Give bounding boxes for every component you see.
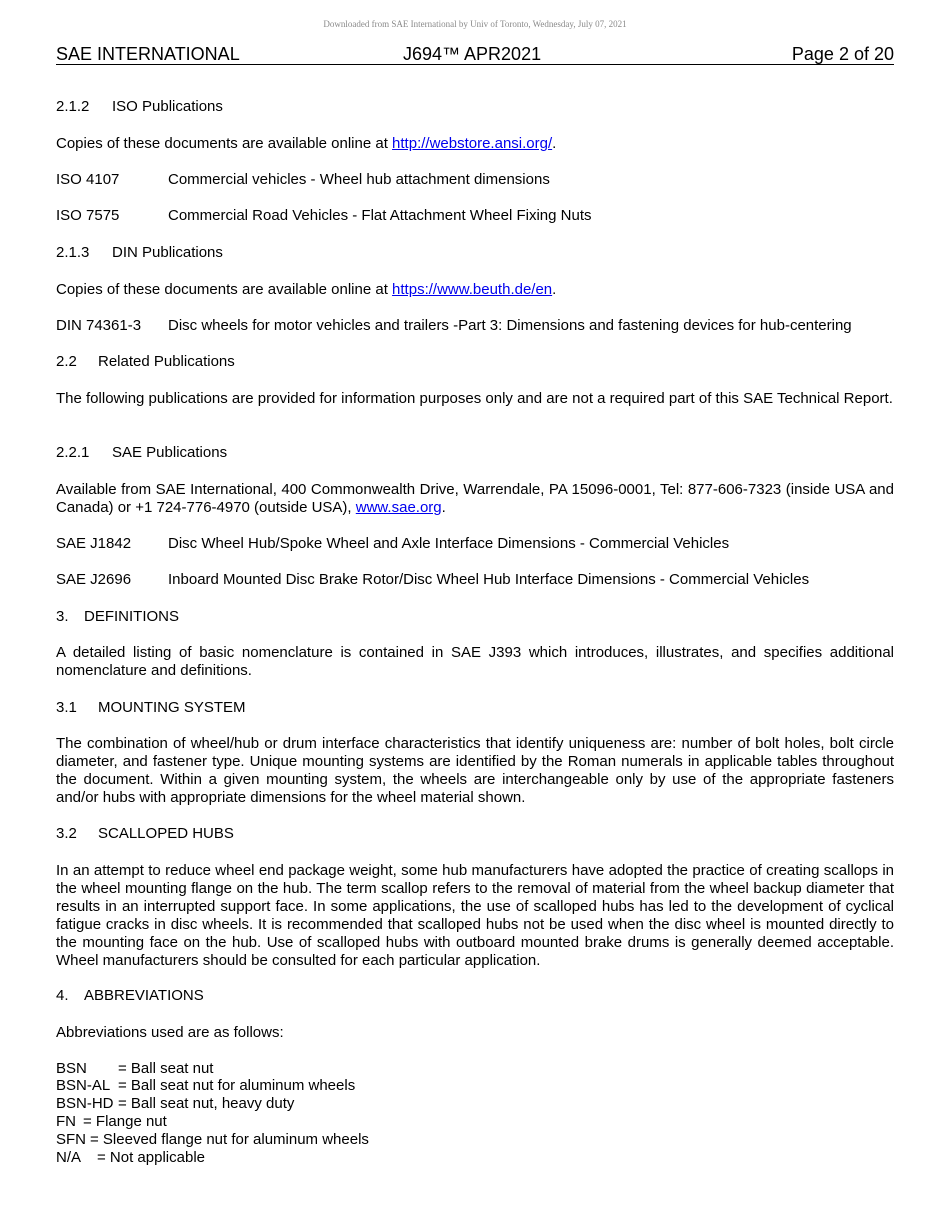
section-number: 2.2.1 — [56, 444, 90, 461]
paragraph: Abbreviations used are as follows: — [56, 1024, 284, 1041]
reference-code: SAE J2696 — [56, 571, 132, 588]
page-header — [56, 44, 894, 65]
section-heading-3-1 — [56, 699, 246, 717]
list-item — [56, 1060, 213, 1078]
section-title: SAE Publications — [112, 444, 228, 461]
section-title: DIN Publications — [112, 244, 223, 261]
download-watermark: Downloaded from SAE International by Univ of Toronto, Wednesday, July 07, 2021 — [323, 19, 627, 29]
paragraph-text: Copies of these documents are available online at — [56, 281, 393, 298]
abbreviation-definition: = Ball seat nut, heavy duty — [118, 1095, 295, 1112]
reference-code: SAE J1842 — [56, 535, 132, 552]
list-item — [56, 1113, 167, 1131]
section-title: MOUNTING SYSTEM — [98, 699, 246, 716]
header-page-number: Page 2 of 20 — [791, 44, 894, 64]
abbreviation: BSN — [56, 1060, 87, 1077]
list-item — [56, 1077, 355, 1095]
section-heading-2-1-2 — [56, 98, 223, 116]
paragraph — [56, 281, 556, 299]
period: . — [441, 499, 446, 516]
section-title: DEFINITIONS — [84, 608, 180, 625]
section-heading-4 — [56, 987, 204, 1005]
reference-code: ISO 7575 — [56, 207, 120, 224]
paragraph — [56, 481, 894, 517]
abbreviation-definition: = Ball seat nut — [118, 1060, 214, 1077]
section-heading-2-2 — [56, 353, 235, 371]
section-number: 3.2 — [56, 825, 77, 842]
abbreviation: BSN-HD — [56, 1095, 114, 1112]
sae-website-link[interactable]: www.sae.org — [355, 499, 442, 516]
period: . — [552, 281, 557, 298]
section-heading-2-2-1 — [56, 444, 227, 462]
paragraph-text: Copies of these documents are available online at — [56, 135, 393, 152]
section-number: 3.1 — [56, 699, 77, 716]
section-title: Related Publications — [98, 353, 235, 370]
paragraph: The combination of wheel/hub or drum interface characteristics that identify uniqueness are: number of bolt holes, bolt circle diameter, and fastener type. Unique mounting systems are identified by the Roman numerals in applicable tables throughout the document. Within a given mounting system, the wheels are interchangeable only by use of the appropriate fasteners and/or hubs with appropriate dimensions for the wheel material shown. — [56, 735, 894, 806]
reference-title: Commercial Road Vehicles - Flat Attachment Wheel Fixing Nuts — [168, 207, 592, 224]
reference-title: Disc wheels for motor vehicles and trailers -Part 3: Dimensions and fastening devices for hub-centering — [168, 317, 852, 334]
section-number: 2.1.2 — [56, 98, 90, 115]
period: . — [552, 135, 557, 152]
abbreviation-definition: = Not applicable — [97, 1149, 205, 1166]
reference-title: Commercial vehicles - Wheel hub attachment dimensions — [168, 171, 550, 188]
abbreviation: SFN — [56, 1131, 86, 1148]
section-heading-3 — [56, 608, 179, 626]
section-number: 3. — [56, 608, 69, 625]
section-title: SCALLOPED HUBS — [98, 825, 234, 842]
header-org: SAE INTERNATIONAL — [56, 44, 240, 64]
section-number: 2.1.3 — [56, 244, 90, 261]
section-heading-3-2 — [56, 825, 234, 843]
reference-title: Disc Wheel Hub/Spoke Wheel and Axle Interface Dimensions - Commercial Vehicles — [168, 535, 730, 552]
abbreviation-definition: = Sleeved flange nut for aluminum wheels — [90, 1131, 369, 1148]
header-doc-id: J694™ APR2021 — [403, 44, 542, 64]
paragraph: The following publications are provided for information purposes only and are not a required part of this SAE Technical Report. — [56, 390, 893, 407]
abbreviation-definition: = Flange nut — [83, 1113, 167, 1130]
abbreviation: BSN-AL — [56, 1077, 111, 1094]
paragraph: A detailed listing of basic nomenclature is contained in SAE J393 which introduces, illustrates, and specifies additional nomenclature and definitions. — [56, 644, 894, 679]
section-title: ISO Publications — [112, 98, 223, 115]
reference-title: Inboard Mounted Disc Brake Rotor/Disc Wheel Hub Interface Dimensions - Commercial Vehicles — [168, 571, 810, 588]
section-number: 4. — [56, 987, 69, 1004]
section-heading-2-1-3 — [56, 244, 223, 262]
abbreviation: N/A — [56, 1149, 82, 1166]
section-number: 2.2 — [56, 353, 77, 370]
section-title: ABBREVIATIONS — [84, 987, 204, 1004]
paragraph-text: Available from SAE International, 400 Commonwealth Drive, Warrendale, PA 15096-0001, Tel: 877-606-7323 (inside USA and Canada) or +1 724-776-4970 (outside USA), — [56, 481, 894, 516]
beuth-link[interactable]: https://www.beuth.de/en — [392, 281, 553, 298]
list-item — [56, 1095, 294, 1113]
ansi-webstore-link[interactable]: http://webstore.ansi.org/ — [392, 135, 553, 152]
paragraph: In an attempt to reduce wheel end package weight, some hub manufacturers have adopted the practice of creating scallops in the wheel mounting flange on the hub. The term scallop refers to the removal of material from the wheel backup diameter that results in an interrupted support face. In some applications, the use of scalloped hubs has led to the development of cyclical fatigue cracks in disc wheels. It is recommended that scalloped hubs not be used when the disc wheel is mounted directly to the mounting face on the hub. Use of scalloped hubs with outboard mounted brake drums is generally deemed acceptable. Wheel manufacturers should be consulted for each particular application. — [56, 862, 894, 969]
abbreviation-definition: = Ball seat nut for aluminum wheels — [118, 1077, 356, 1094]
list-item — [56, 1131, 369, 1149]
paragraph — [56, 135, 556, 153]
reference-code: DIN 74361-3 — [56, 317, 142, 334]
reference-code: ISO 4107 — [56, 171, 120, 188]
list-item — [56, 1149, 205, 1167]
abbreviation: FN — [56, 1113, 76, 1130]
